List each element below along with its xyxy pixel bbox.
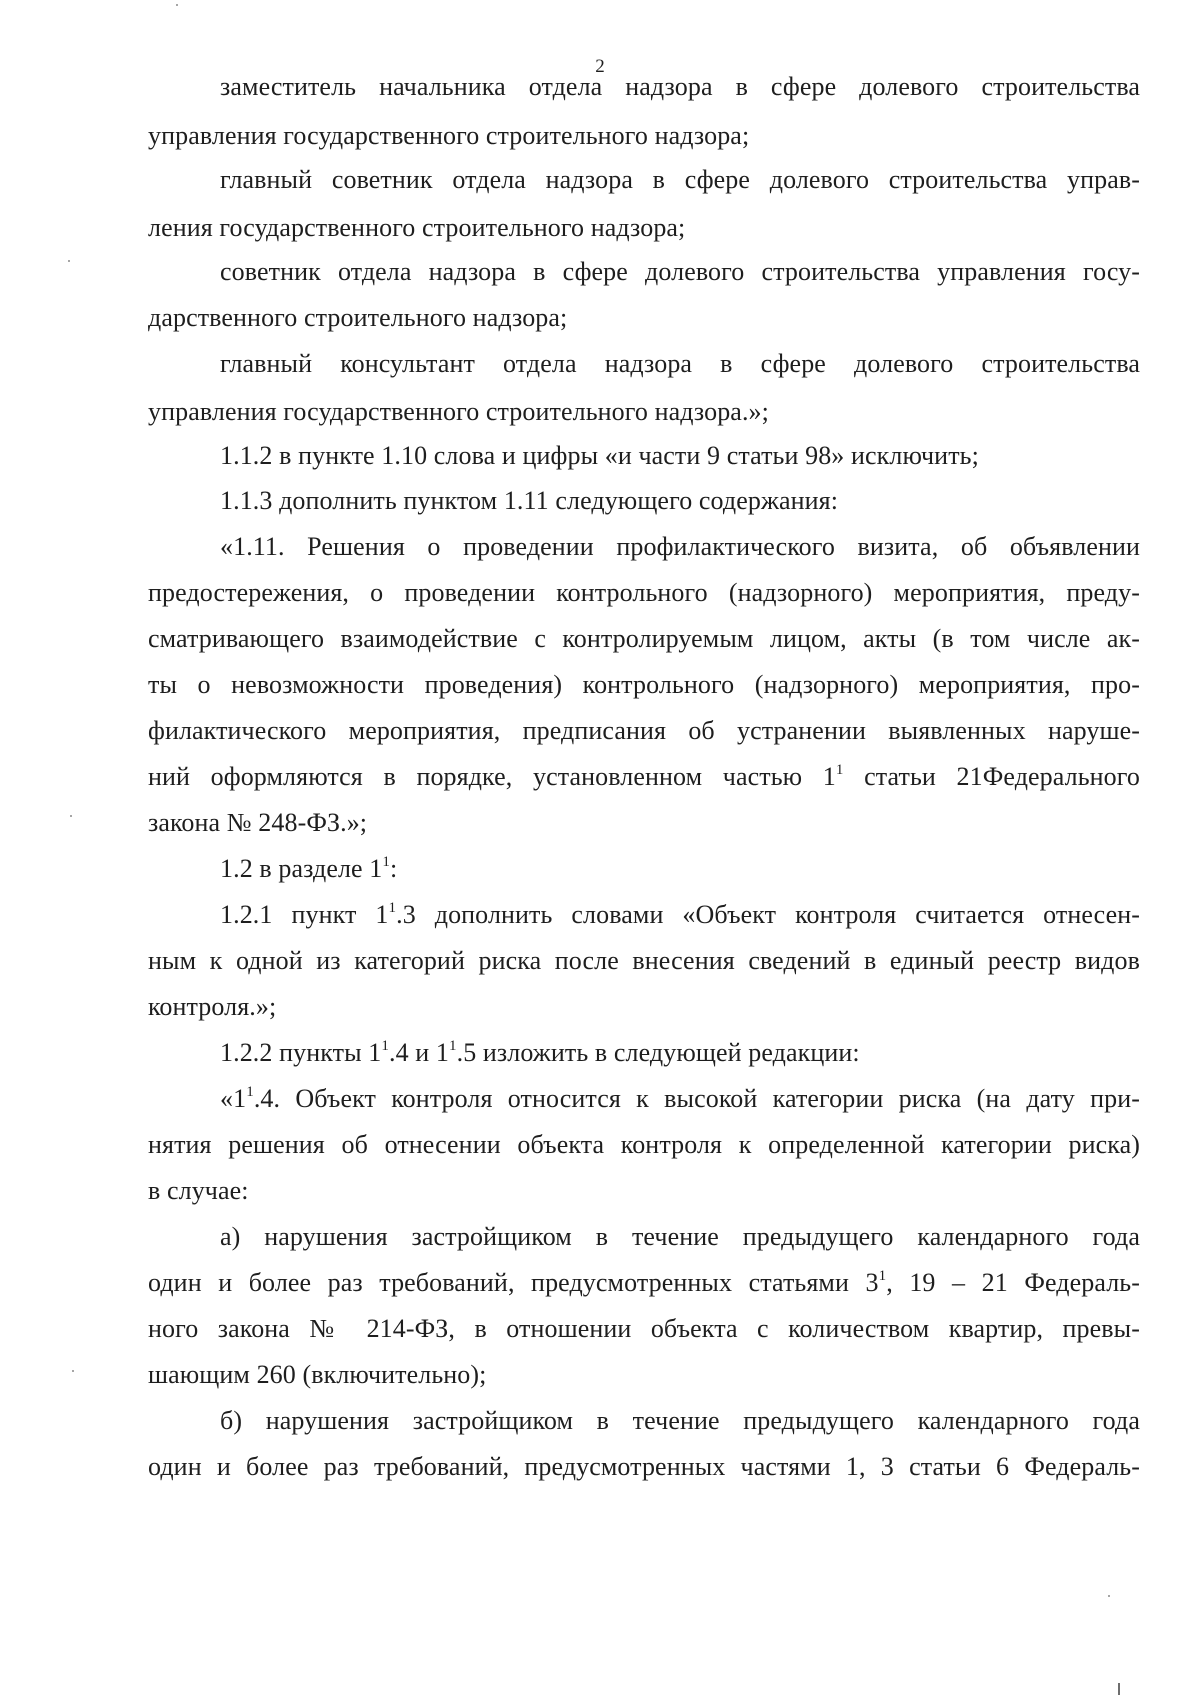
text-line: главный советник отдела надзора в сфере долевого строительства управ- — [220, 165, 1140, 194]
text-run: 1.2.1 пункт 1 — [220, 900, 389, 929]
text-line: шающим 260 (включительно); — [148, 1360, 487, 1389]
page-number: 2 — [595, 56, 605, 77]
text-line: один и более раз требований, предусмотренных частями 1, 3 статьи 6 Федераль- — [148, 1452, 1140, 1481]
text-line: 1.1.3 дополнить пунктом 1.11 следующего содержания: — [220, 486, 839, 515]
text-line: заместитель начальника отдела надзора в сфере долевого строительства — [220, 72, 1140, 101]
text-line: предостережения, о проведении контрольного (надзорного) мероприятия, преду- — [148, 578, 1140, 607]
scan-speck — [70, 815, 72, 817]
superscript: 1 — [382, 854, 391, 870]
text-run: 1.2.2 пункты 1 — [220, 1038, 382, 1067]
text-line: главный консультант отдела надзора в сфере долевого строительства — [220, 349, 1140, 378]
text-run: «1 — [220, 1084, 247, 1113]
superscript: 1 — [878, 1268, 887, 1284]
text-run: : — [390, 854, 398, 883]
text-run: , 19 – 21 Федераль- — [886, 1268, 1140, 1297]
text-line — [220, 1082, 1140, 1116]
text-line — [220, 1036, 1140, 1070]
scan-speck — [1108, 1595, 1110, 1597]
text-line: управления государственного строительного надзора.»; — [148, 397, 769, 426]
text-run: ний оформляются в порядке, установленном частью 1 — [148, 762, 836, 791]
superscript: 1 — [381, 1038, 389, 1054]
text-line: 1.1.2 в пункте 1.10 слова и цифры «и части 9 статьи 98» исключить; — [220, 441, 979, 470]
superscript: 1 — [835, 762, 844, 778]
text-line: сматривающего взаимодействие с контролируемым лицом, акты (в том числе ак- — [148, 624, 1140, 653]
superscript: 1 — [448, 1038, 457, 1054]
text-line: советник отдела надзора в сфере долевого строительства управления госу- — [220, 257, 1140, 286]
text-line: ты о невозможности проведения) контрольного (надзорного) мероприятия, про- — [148, 670, 1140, 699]
text-line — [148, 1266, 1140, 1300]
text-run: .4 и 1 — [388, 1038, 449, 1067]
text-run: статьи 21Федерального — [843, 762, 1140, 791]
text-line: управления государственного строительного надзора; — [148, 121, 750, 150]
scan-edge-mark — [1118, 1683, 1120, 1695]
text-line — [148, 760, 1140, 794]
scan-speck — [72, 1370, 74, 1372]
text-run: .4. Объект контроля относится к высокой категории риска (на дату при- — [253, 1084, 1140, 1113]
text-line: филактического мероприятия, предписания об устранении выявленных наруше- — [148, 716, 1140, 745]
text-line: ного закона № 214-ФЗ, в отношении объекта с количеством квартир, превы- — [148, 1314, 1140, 1343]
text-run: .3 дополнить словами «Объект контроля считается отнесен- — [396, 900, 1140, 929]
scan-speck — [176, 4, 178, 6]
text-line: ления государственного строительного надзора; — [148, 213, 686, 242]
text-line — [220, 852, 1140, 886]
text-run: .5 изложить в следующей редакции: — [456, 1038, 860, 1067]
text-line — [220, 898, 1140, 932]
text-line: дарственного строительного надзора; — [148, 303, 568, 332]
text-line: ным к одной из категорий риска после внесения сведений в единый реестр видов — [148, 946, 1140, 975]
text-line: «1.11. Решения о проведении профилактического визита, об объявлении — [220, 532, 1140, 561]
superscript: 1 — [388, 900, 397, 916]
text-line: а) нарушения застройщиком в течение предыдущего календарного года — [220, 1222, 1140, 1251]
text-line: б) нарушения застройщиком в течение предыдущего календарного года — [220, 1406, 1140, 1435]
text-line: контроля.»; — [148, 992, 277, 1021]
scan-speck — [68, 260, 70, 262]
text-line: нятия решения об отнесении объекта контроля к определенной категории риска) — [148, 1130, 1140, 1159]
text-line: в случае: — [148, 1176, 249, 1205]
text-run: 1.2 в разделе 1 — [220, 854, 383, 883]
text-line: закона № 248-ФЗ.»; — [148, 808, 368, 837]
text-run: один и более раз требований, предусмотренных статьями 3 — [148, 1268, 879, 1297]
superscript: 1 — [246, 1084, 254, 1100]
